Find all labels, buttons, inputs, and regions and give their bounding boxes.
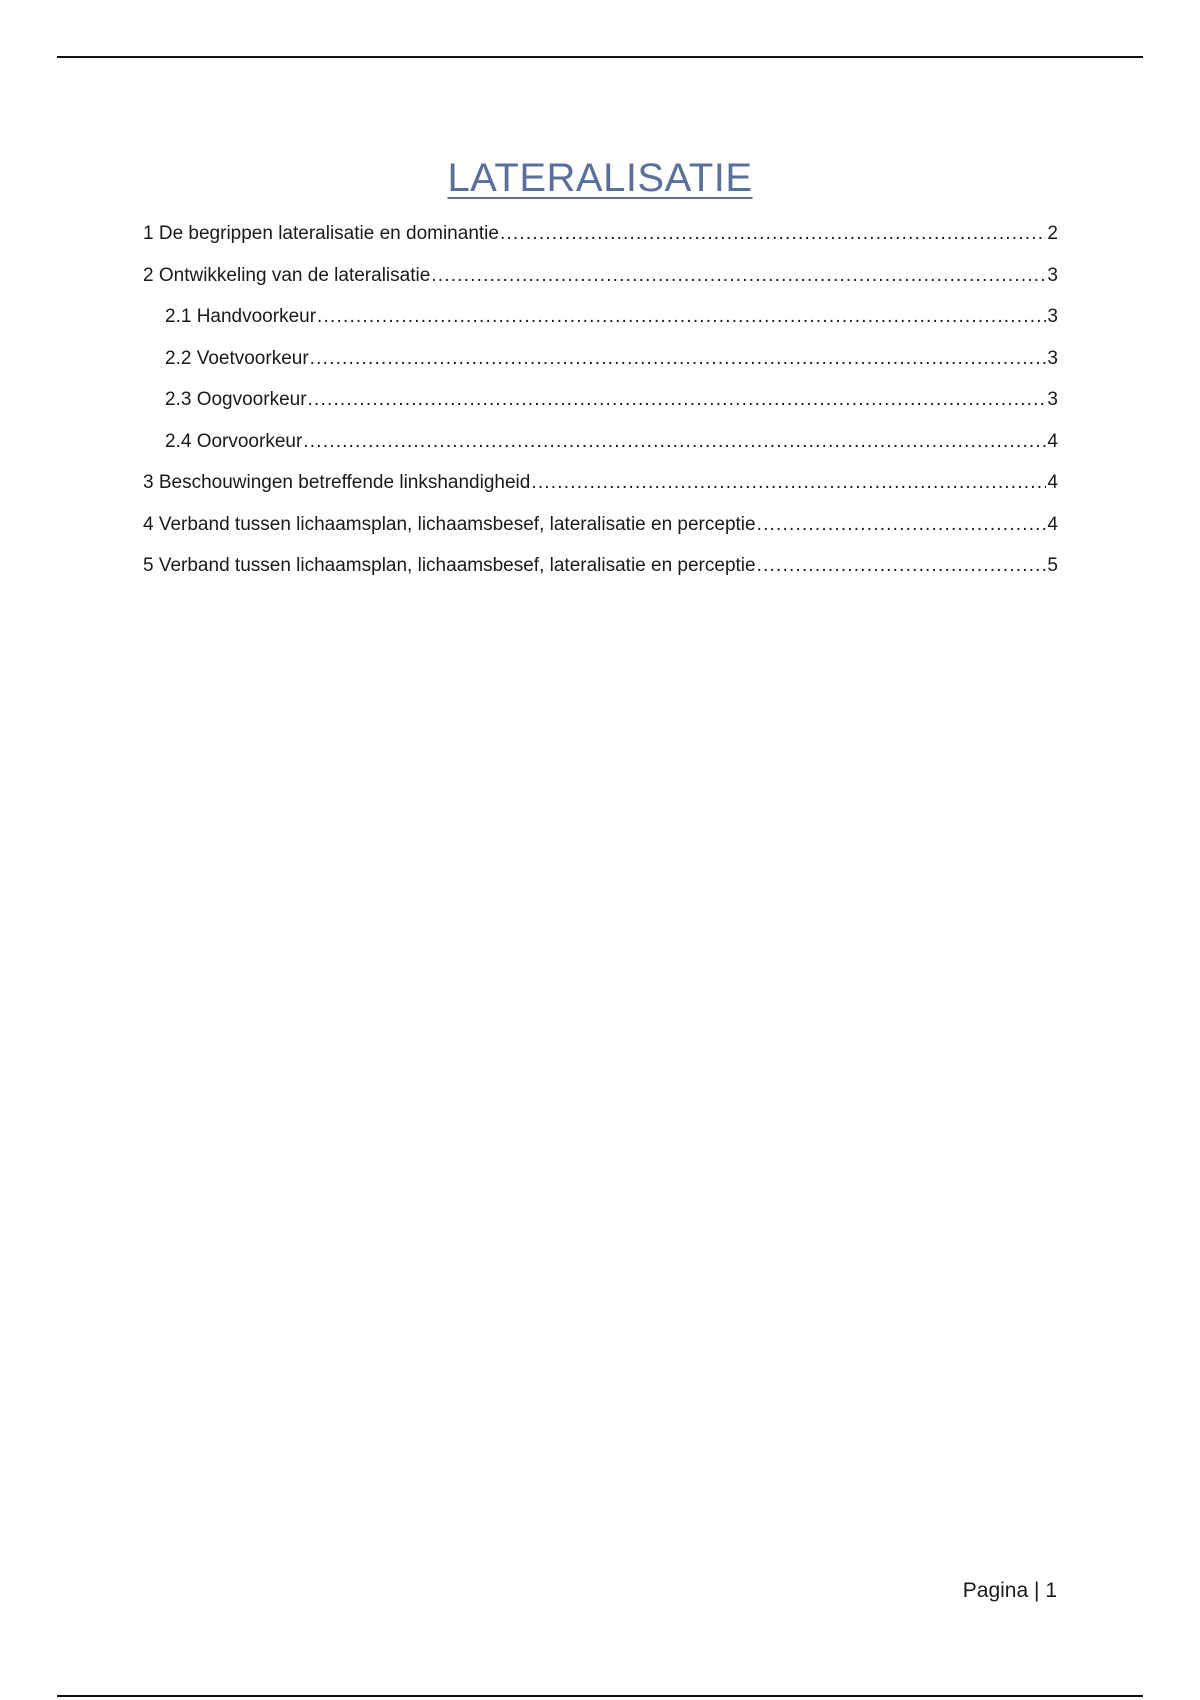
toc-entry-page: 3 — [1047, 306, 1058, 327]
toc-entry-page: 3 — [1047, 347, 1058, 369]
toc-dot-leader — [303, 421, 1046, 463]
toc-dot-leader — [308, 379, 1047, 421]
toc-entry-label: 2.2 Voetvoorkeur — [165, 347, 309, 369]
toc-entry-label: 2.3 Oogvoorkeur — [165, 389, 307, 410]
toc-dot-leader — [310, 338, 1047, 380]
toc-entry[interactable] — [143, 504, 1058, 546]
toc-entry[interactable] — [143, 379, 1058, 421]
toc-entry-label: 2.4 Oorvoorkeur — [165, 430, 303, 452]
toc-entry-page: 2 — [1047, 223, 1058, 244]
footer-rule — [57, 1695, 1143, 1697]
footer-separator: | — [1034, 1579, 1040, 1602]
toc-entry[interactable] — [143, 421, 1058, 463]
document-title: LATERALISATIE — [447, 156, 753, 200]
toc-entry-label: 1 De begrippen lateralisatie en dominantie — [143, 223, 499, 244]
toc-entry[interactable] — [143, 296, 1058, 338]
toc-entry[interactable] — [143, 338, 1058, 380]
toc-dot-leader — [757, 545, 1047, 587]
toc-entry-page: 4 — [1047, 472, 1058, 493]
toc-entry-page: 4 — [1047, 513, 1058, 535]
toc-entry[interactable] — [143, 462, 1058, 504]
toc-entry-label: 5 Verband tussen lichaamsplan, lichaamsbesef, lateralisatie en perceptie — [143, 555, 756, 576]
toc-entry[interactable] — [143, 213, 1058, 255]
toc-dot-leader — [500, 213, 1046, 255]
toc-entry-page: 5 — [1047, 555, 1058, 576]
footer-page-label: Pagina — [962, 1579, 1029, 1602]
page-footer — [963, 1577, 1057, 1605]
toc-entry-page: 3 — [1047, 389, 1058, 410]
header-rule — [57, 56, 1143, 58]
toc-entry-label: 2 Ontwikkeling van de lateralisatie — [143, 264, 431, 286]
toc-dot-leader — [317, 296, 1046, 338]
toc-entry[interactable] — [143, 545, 1058, 587]
toc-entry-label: 3 Beschouwingen betreffende linkshandigheid — [143, 472, 531, 493]
toc-dot-leader — [531, 462, 1046, 504]
table-of-contents — [143, 213, 1058, 587]
toc-entry-page: 3 — [1047, 264, 1058, 286]
toc-dot-leader — [757, 504, 1047, 546]
footer-page-number: 1 — [1045, 1579, 1057, 1602]
toc-entry-label: 4 Verband tussen lichaamsplan, lichaamsbesef, lateralisatie en perceptie — [143, 513, 756, 535]
toc-entry-label: 2.1 Handvoorkeur — [165, 306, 317, 327]
toc-entry-page: 4 — [1047, 430, 1058, 452]
toc-entry[interactable] — [143, 255, 1058, 297]
toc-dot-leader — [431, 255, 1046, 297]
